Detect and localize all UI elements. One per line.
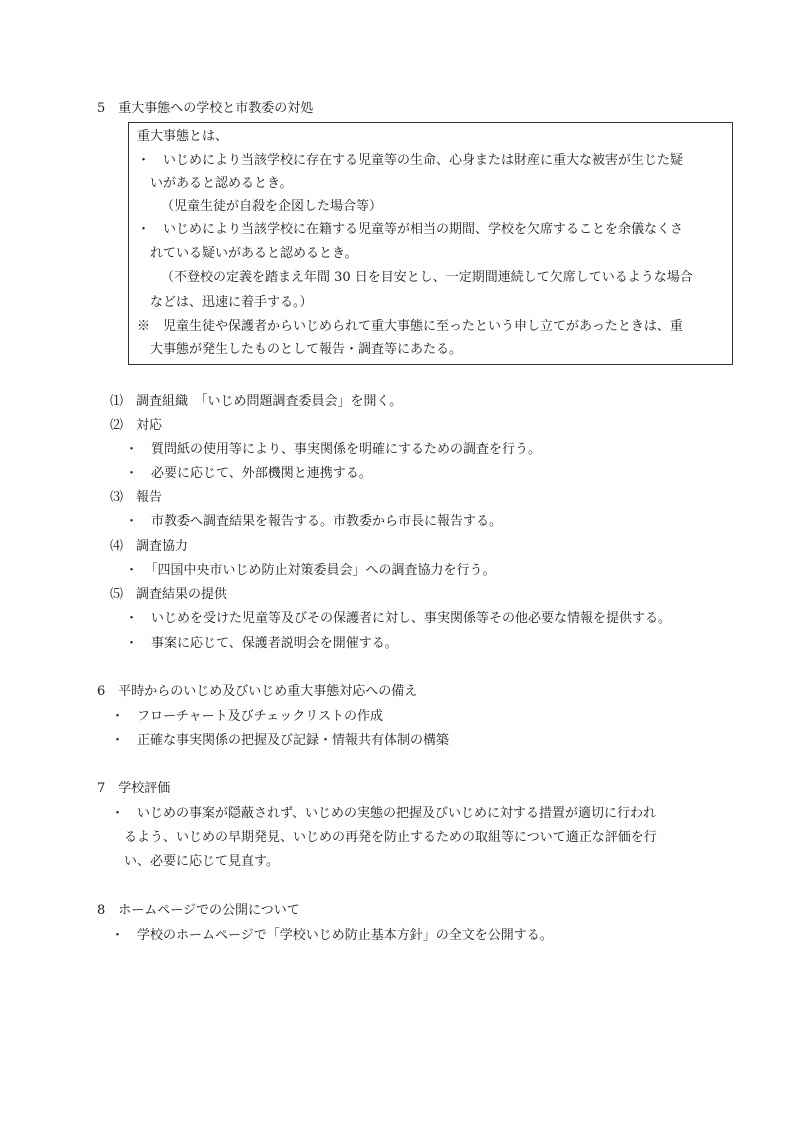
item-3: ⑶ 報告 — [110, 490, 163, 505]
section-5-heading: 5 重大事態への学校と市教委の対処 — [97, 101, 314, 116]
box-bullet-2-note-line-2: などは、迅速に着手する。） — [150, 295, 313, 310]
box-intro: 重大事態とは、 — [137, 129, 229, 144]
item-2-bullet-1: ・ 質問紙の使用等により、事実関係を明確にするための調査を行う。 — [125, 442, 542, 457]
box-bullet-2-note-line-1: （不登校の定義を踏まえ年間 30 日を目安とし、一定期間連続して欠席しているような場合 — [161, 270, 693, 285]
item-1: ⑴ 調査組織 「いじめ問題調査委員会」を開く。 — [110, 394, 403, 409]
box-bullet-1-line-2: いがあると認めるとき。 — [150, 176, 293, 191]
section-7-line-2: るよう、いじめの早期発見、いじめの再発を防止するための取組等について適正な評価を行 — [124, 830, 657, 845]
item-5-bullet-2: ・ 事案に応じて、保護者説明会を開催する。 — [125, 636, 398, 651]
item-4: ⑷ 調査協力 — [110, 539, 189, 554]
box-bullet-2-line-1: ・ いじめにより当該学校に在籍する児童等が相当の期間、学校を欠席することを余儀なくさ — [137, 222, 684, 237]
section-8-heading: 8 ホームページでの公開について — [97, 903, 300, 918]
item-3-bullet-1: ・ 市教委へ調査結果を報告する。市教委から市長に報告する。 — [125, 514, 503, 529]
item-5: ⑸ 調査結果の提供 — [110, 587, 228, 602]
box-note-line-2: 大事態が発生したものとして報告・調査等にあたる。 — [150, 342, 463, 357]
box-bullet-2-line-2: れている疑いがあると認めるとき。 — [150, 246, 358, 261]
section-6-bullet-1: ・ フローチャート及びチェックリストの作成 — [111, 709, 383, 724]
section-6-heading: 6 平時からのいじめ及びいじめ重大事態対応への備え — [97, 684, 418, 699]
item-4-bullet-1: ・ 「四国中央市いじめ防止対策委員会」への調査協力を行う。 — [125, 563, 496, 578]
item-2-bullet-2: ・ 必要に応じて、外部機関と連携する。 — [125, 466, 372, 481]
item-5-bullet-1: ・ いじめを受けた児童等及びその保護者に対し、事実関係等その他必要な情報を提供する。 — [125, 611, 672, 626]
box-bullet-1-line-1: ・ いじめにより当該学校に存在する児童等の生命、心身または財産に重大な被害が生じた疑 — [137, 153, 684, 168]
section-7-heading: 7 学校評価 — [97, 781, 171, 796]
item-2: ⑵ 対応 — [110, 418, 163, 433]
section-8-bullet-1: ・ 学校のホームページで「学校いじめ防止基本方針」の全文を公開する。 — [111, 928, 553, 943]
section-7-line-1: ・ いじめの事案が隠蔽されず、いじめの実態の把握及びいじめに対する措置が適切に行われ — [111, 806, 656, 821]
section-7-line-3: い、必要に応じて見直す。 — [124, 854, 279, 869]
box-bullet-1-note: （児童生徒が自殺を企図した場合等） — [161, 199, 383, 214]
box-note-line-1: ※ 児童生徒や保護者からいじめられて重大事態に至ったという申し立てがあったときは、重 — [137, 319, 683, 334]
section-6-bullet-2: ・ 正確な事実関係の把握及び記録・情報共有体制の構築 — [111, 733, 450, 748]
